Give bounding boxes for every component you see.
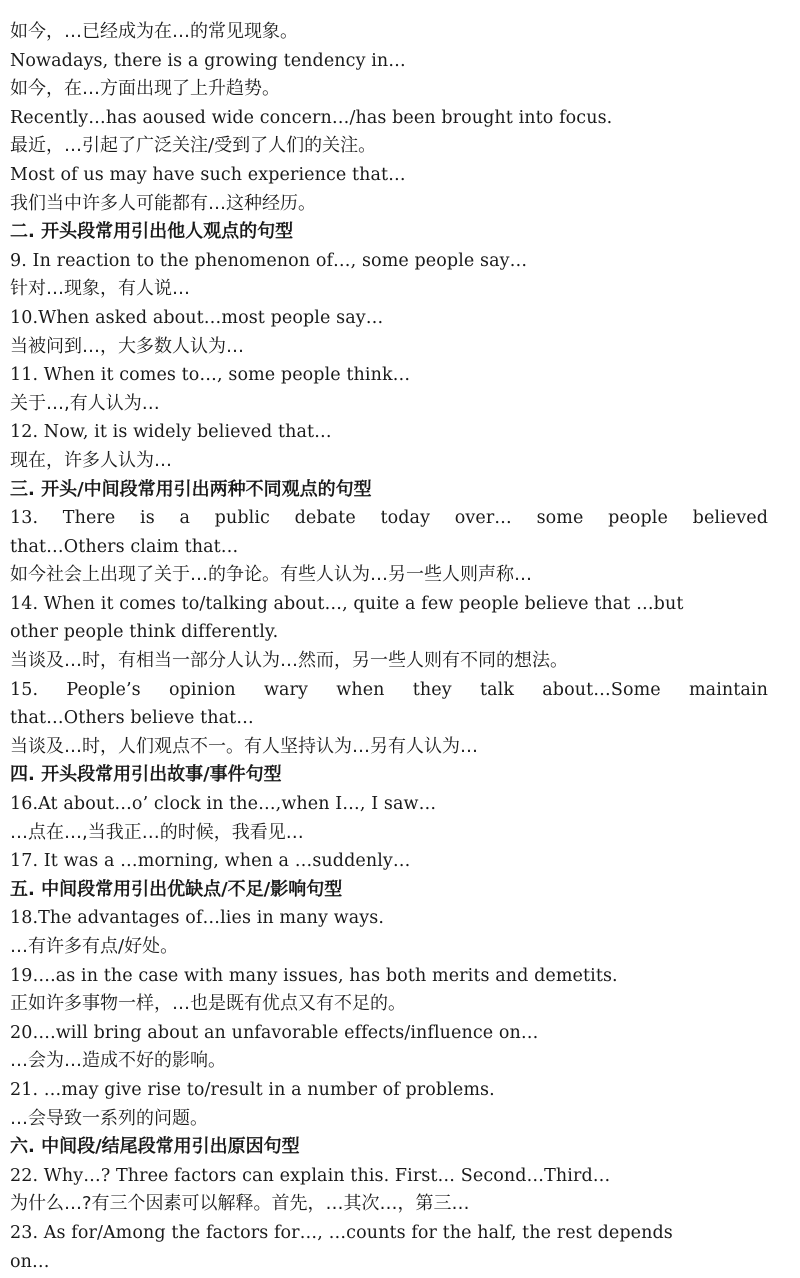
chinese-translation-line: 最近，…引起了广泛关注/受到了人们的关注。 xyxy=(10,135,377,157)
document-page xyxy=(10,18,770,1276)
section-heading: 二. 开头段常用引出他人观点的句型 xyxy=(10,221,294,243)
english-sentence-line: Most of us may have such experience that… xyxy=(10,164,406,185)
english-sentence-line: 13. There is a public debate today over… some people believed xyxy=(10,508,768,529)
english-sentence-line: 14. When it comes to/talking about…, quite a few people believe that …but xyxy=(10,593,684,614)
english-sentence-line: 20….will bring about an unfavorable effects/influence on… xyxy=(10,1022,539,1043)
english-sentence-line: 12. Now, it is widely believed that… xyxy=(10,422,332,443)
section-heading: 五. 中间段常用引出优缺点/不足/影响句型 xyxy=(10,878,343,900)
chinese-translation-line: 关于…,有人认为… xyxy=(10,392,160,414)
english-sentence-line: 9. In reaction to the phenomenon of…, some people say… xyxy=(10,250,528,271)
chinese-translation-line: 如今，…已经成为在…的常见现象。 xyxy=(10,21,298,42)
section-heading: 六. 中间段/结尾段常用引出原因句型 xyxy=(10,1136,300,1158)
english-sentence-line: that…Others believe that… xyxy=(10,708,254,729)
english-sentence-line: 16.At about…o’ clock in the…,when I…, I saw… xyxy=(10,794,437,815)
chinese-translation-line: 当谈及…时，人们观点不一。有人坚持认为…另有人认为… xyxy=(10,735,478,757)
chinese-translation-line: 我们当中许多人可能都有…这种经历。 xyxy=(10,192,316,214)
english-sentence-line: other people think differently. xyxy=(10,622,279,643)
english-sentence-line: 11. When it comes to…, some people think… xyxy=(10,365,411,386)
chinese-translation-line: 针对…现象，有人说… xyxy=(10,278,190,300)
section-heading: 四. 开头段常用引出故事/事件句型 xyxy=(10,764,282,786)
chinese-translation-line: 如今，在…方面出现了上升趋势。 xyxy=(10,78,280,100)
section-heading: 三. 开头/中间段常用引出两种不同观点的句型 xyxy=(10,478,372,500)
english-sentence-line: 23. As for/Among the factors for…, …counts for the half, the rest depends xyxy=(10,1222,673,1243)
english-sentence-line: 15. People’s opinion wary when they talk about…Some maintain xyxy=(10,679,768,700)
chinese-translation-line: 为什么…?有三个因素可以解释。首先，…其次…，第三… xyxy=(10,1193,470,1215)
chinese-translation-line: 当被问到…，大多数人认为… xyxy=(10,335,244,357)
english-sentence-line: 19….as in the case with many issues, has both merits and demetits. xyxy=(10,965,618,986)
chinese-translation-line: 当谈及…时，有相当一部分人认为…然而，另一些人则有不同的想法。 xyxy=(10,650,568,672)
chinese-translation-line: …会导致一系列的问题。 xyxy=(10,1107,208,1129)
english-sentence-line: 17. It was a …morning, when a …suddenly… xyxy=(10,851,411,872)
english-sentence-line: 18.The advantages of…lies in many ways. xyxy=(10,908,385,929)
english-sentence-line: 21. …may give rise to/result in a number of problems. xyxy=(10,1079,495,1100)
english-sentence-line: that…Others claim that… xyxy=(10,536,239,557)
chinese-translation-line: 如今社会上出现了关于…的争论。有些人认为…另一些人则声称… xyxy=(10,564,532,586)
english-sentence-line: Nowadays, there is a growing tendency in… xyxy=(10,50,406,71)
english-sentence-line: 10.When asked about…most people say… xyxy=(10,307,384,328)
chinese-translation-line: 现在，许多人认为… xyxy=(10,449,172,471)
english-sentence-line: on… xyxy=(10,1251,50,1272)
chinese-translation-line: 正如许多事物一样，…也是既有优点又有不足的。 xyxy=(10,993,406,1015)
english-sentence-line: 22. Why…? Three factors can explain this. First… Second…Third… xyxy=(10,1165,611,1186)
chinese-translation-line: …点在…,当我正…的时候，我看见… xyxy=(10,821,304,843)
english-sentence-line: Recently…has aoused wide concern…/has been brought into focus. xyxy=(10,107,613,128)
chinese-translation-line: …有许多有点/好处。 xyxy=(10,936,179,957)
chinese-translation-line: …会为…造成不好的影响。 xyxy=(10,1050,226,1072)
